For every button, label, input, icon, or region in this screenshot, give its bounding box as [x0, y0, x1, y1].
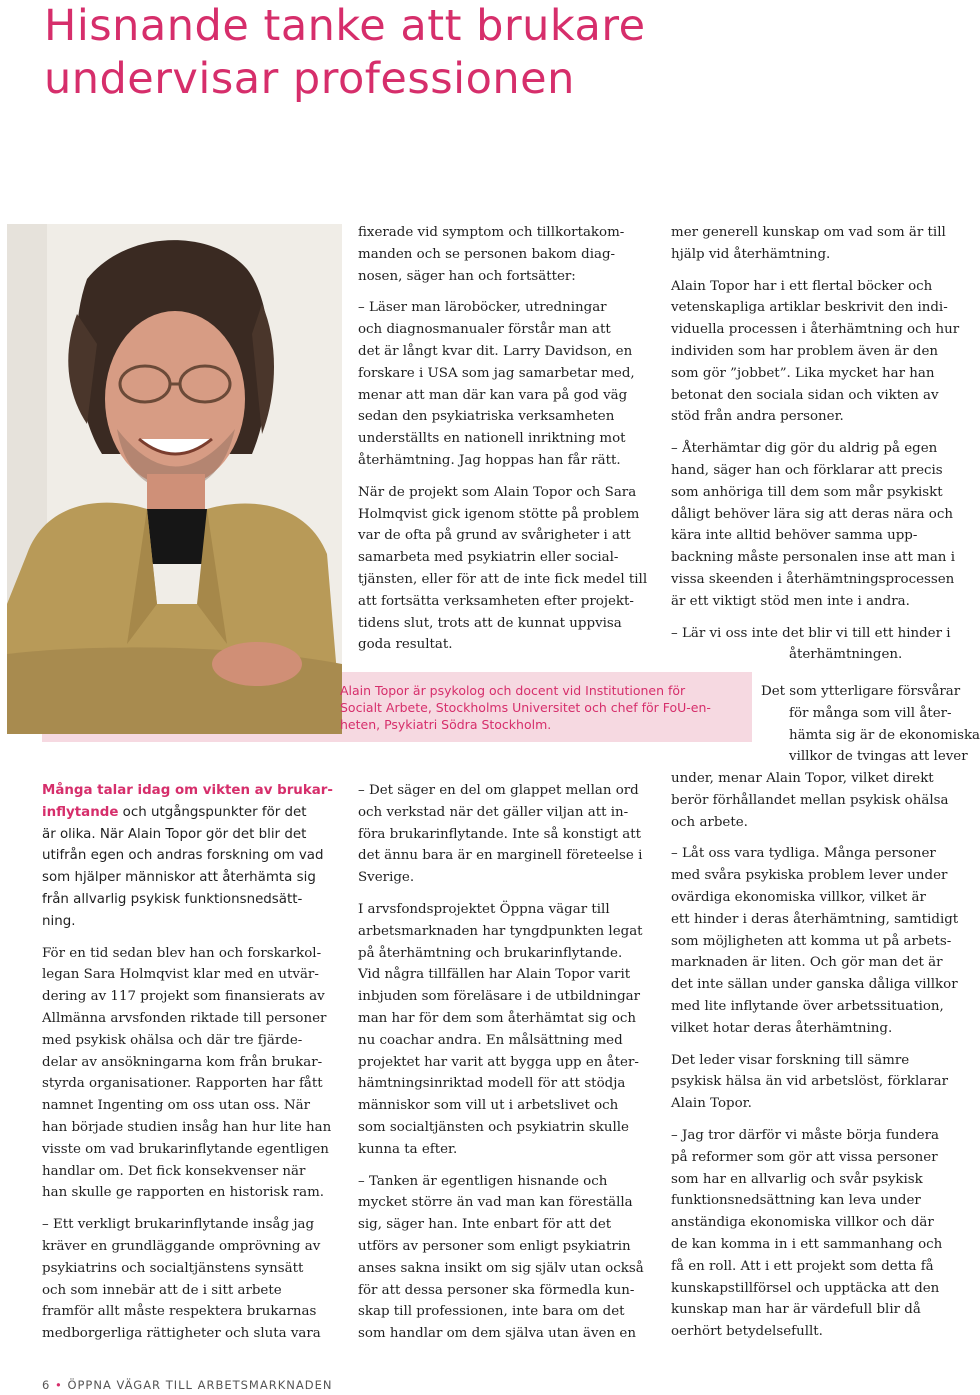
body-line: inbjuden som föreläsare i de utbildningar	[358, 989, 641, 1005]
body-line: mycket större än vad man kan föreställa	[358, 1195, 633, 1211]
body-line: När de projekt som Alain Topor och Sara	[358, 484, 637, 500]
body-line: – Det säger en del om glappet mellan ord	[358, 783, 639, 798]
body-line: stöd från andra personer.	[671, 409, 844, 425]
page-footer	[42, 1378, 332, 1392]
body-line: – Lär vi oss inte det blir vi till ett hinder i	[671, 625, 951, 641]
body-line: dåligt behöver lära sig att deras nära och	[671, 506, 953, 522]
body-line: I arvsfondsprojektet Öppna vägar till	[358, 901, 610, 917]
body-line: människor som vill ut i arbetslivet och	[358, 1098, 619, 1114]
body-line: Alain Topor.	[671, 1096, 752, 1112]
body-line: han skulle ge rapporten en historisk ram.	[42, 1185, 325, 1201]
body-line: anses sakna insikt om sig själv utan också	[358, 1260, 644, 1276]
body-line: som socialtjänsten och psykiatrin skulle	[358, 1119, 629, 1135]
body-line: projektet har varit att bygga upp en åter-	[358, 1054, 639, 1070]
body-line: hjälp vid återhämtning.	[671, 246, 831, 262]
body-line: Alain Topor har i ett flertal böcker och	[671, 278, 933, 294]
body-line: kunskapstillförsel och upptäcka att den	[671, 1280, 940, 1296]
body-line: få en roll. Att i ett projekt som detta få	[671, 1258, 934, 1274]
lead-text-line: är olika. När Alain Topor gör det blir det	[42, 826, 307, 842]
body-line: fixerade vid symptom och tillkortakom-	[358, 225, 625, 240]
lead-text-line: utifrån egen och andras forskning om vad	[42, 848, 324, 864]
lead-bold: inflytande	[42, 804, 119, 820]
column-1	[42, 780, 342, 1345]
body-line: – Återhämtar dig gör du aldrig på egen	[671, 441, 938, 457]
body-line: betonat den sociala sidan och vikten av	[671, 387, 939, 403]
column-2-top	[358, 222, 658, 656]
lead-text-line: som hjälper människor att återhämta sig	[42, 870, 316, 886]
body-line: mer generell kunskap om vad som är till	[671, 225, 946, 240]
body-line: villkor de tvingas att lever	[789, 749, 968, 765]
caption-line: Socialt Arbete, Stockholms Universitet och chef för FoU-en-	[340, 700, 711, 715]
body-line: man har för dem som återhämtat sig och	[358, 1010, 637, 1026]
body-line: sig, säger han. Inte enbart för att det	[358, 1217, 612, 1233]
body-line: Holmqvist gick igenom stötte på problem	[358, 506, 640, 522]
body-line: det är långt kvar dit. Larry Davidson, en	[358, 343, 633, 359]
body-line: underställts en nationell inriktning mot	[358, 431, 626, 447]
body-line: psykisk hälsa än vid arbetslöst, förklarar	[671, 1074, 949, 1090]
body-line: dering av 117 projekt som finansierats av	[42, 989, 325, 1005]
body-line: är ett viktigt stöd men inte i andra.	[671, 593, 910, 609]
page-number: 6	[42, 1378, 51, 1392]
body-line: För en tid sedan blev han och forskarkol-	[42, 945, 322, 961]
lead-text-line: från allvarlig psykisk funktionsnedsätt-	[42, 891, 303, 907]
body-line: handlar om. Det fick konsekvenser när	[42, 1163, 306, 1179]
body-line: backning måste personalen inse att man i	[671, 550, 955, 566]
body-line: som möjligheten att komma ut på arbets-	[671, 933, 952, 949]
article-title	[44, 0, 924, 106]
body-line: psykiatrins och socialtjänstens synsätt	[42, 1260, 304, 1276]
body-line: och som innebär att de i sitt arbete	[42, 1282, 282, 1298]
body-line: styrda organisationer. Rapporten har fått	[42, 1076, 323, 1092]
body-line: framför allt måste respektera brukarnas	[42, 1304, 317, 1320]
body-line: ett hinder i deras återhämtning, samtidigt	[671, 911, 959, 927]
body-line: kräver en grundläggande omprövning av	[42, 1238, 321, 1254]
caption-line: Alain Topor är psykolog och docent vid Institutionen för	[340, 683, 686, 698]
body-line: menar att man där kan vara på god väg	[358, 387, 628, 403]
body-line: som gör ”jobbet”. Lika mycket har han	[671, 365, 935, 381]
body-line: var de ofta på grund av svårigheter i att	[358, 528, 631, 544]
body-line: vilket hotar deras återhämtning.	[671, 1020, 893, 1036]
footer-bullet: •	[54, 1378, 63, 1392]
body-line: Det leder visar forskning till sämre	[671, 1052, 910, 1068]
body-line: tidens slut, trots att de kunnat uppvisa	[358, 615, 622, 631]
body-line: med svåra psykiska problem lever under	[671, 868, 948, 884]
body-line: att fortsätta verksamheten efter projekt-	[358, 593, 634, 609]
body-line: kunna ta efter.	[358, 1141, 458, 1157]
body-line: Allmänna arvsfonden riktade till personer	[42, 1010, 327, 1026]
body-line: det inte sällan under ganska dåliga villkor	[671, 977, 958, 993]
lead-line-2	[42, 802, 342, 824]
body-line: legan Sara Holmqvist klar med en utvär-	[42, 967, 319, 983]
body-line: – Låt oss vara tydliga. Många personer	[671, 846, 936, 862]
body-line: nosen, säger han och fortsätter:	[358, 268, 576, 284]
body-line: på reformer som gör att vissa personer	[671, 1149, 938, 1165]
body-line: föra brukarinflytande. Inte så konstigt att	[358, 826, 642, 842]
body-line: – Läser man läroböcker, utredningar	[358, 300, 607, 316]
column-3-bottom	[671, 768, 959, 1343]
body-line: som har en allvarlig och svår psykisk	[671, 1171, 923, 1187]
body-line: för att dessa personer ska förmedla kun-	[358, 1282, 635, 1298]
body-line: goda resultat.	[358, 637, 453, 653]
body-line: Vid några tillfällen har Alain Topor varit	[358, 967, 631, 983]
body-line: under, menar Alain Topor, vilket direkt	[671, 771, 934, 786]
column-2-bottom	[358, 780, 658, 1345]
body-line: skap till professionen, inte bara om det	[358, 1304, 625, 1320]
portrait-illustration	[7, 224, 342, 734]
body-line: och arbete.	[671, 814, 748, 830]
body-line: Det som ytterligare försvårar	[761, 684, 961, 699]
body-line: ovärdiga ekonomiska villkor, vilket är	[671, 889, 926, 905]
body-line: och verkstad när det gäller viljan att in-	[358, 804, 629, 820]
body-line: vetenskapliga artiklar beskrivit den indi-	[671, 300, 948, 316]
title-line-2: undervisar professionen	[44, 54, 575, 104]
body-line: delar av ansökningarna kom från brukar-	[42, 1054, 323, 1070]
body-line: återhämtning. Jag hoppas han får rätt.	[358, 452, 621, 468]
body-line: han började studien insåg han hur lite han	[42, 1119, 332, 1135]
body-line: vissa skeenden i återhämtningsprocessen	[671, 571, 955, 587]
body-line: kunskap man har är värdefull blir då	[671, 1302, 921, 1318]
body-line: och diagnosmanualer förstår man att	[358, 322, 611, 338]
body-line: viduella processen i återhämtning och hur	[671, 322, 960, 338]
body-line: med psykisk ohälsa och där tre fjärde-	[42, 1032, 303, 1048]
body-line: berör förhållandet mellan psykisk ohälsa	[671, 792, 949, 808]
body-line: som handlar om dem själva utan även en	[358, 1326, 636, 1342]
body-line: – Tanken är egentligen hisnande och	[358, 1173, 608, 1189]
lead-text: och utgångspunkter för det	[118, 804, 307, 820]
body-line: medborgerliga rättigheter och sluta vara	[42, 1326, 321, 1342]
body-line: på återhämtning och brukarinflytande.	[358, 945, 623, 961]
body-line: Sverige.	[358, 870, 415, 886]
body-line: utförs av personer som enligt psykiatrin	[358, 1238, 631, 1254]
lead-text-line: ning.	[42, 913, 76, 929]
caption-line: heten, Psykiatri Södra Stockholm.	[340, 717, 552, 732]
body-line: kära inte alltid behöver samma upp-	[671, 528, 918, 544]
body-line: nu coachar andra. En målsättning med	[358, 1032, 623, 1048]
body-line: för många som vill åter-	[789, 705, 952, 721]
body-line: namnet Ingenting om oss utan oss. När	[42, 1098, 311, 1114]
column-3-top	[671, 222, 960, 666]
body-line: de kan komma in i ett sammanhang och	[671, 1236, 943, 1252]
body-line: – Jag tror därför vi måste börja fundera	[671, 1127, 939, 1143]
body-line: anständiga ekonomiska villkor och där	[671, 1215, 934, 1231]
body-line: funktionsnedsättning kan leva under	[671, 1193, 921, 1209]
lead-bold: Många talar idag om vikten av brukar-	[42, 783, 333, 798]
body-line: hämtningsinriktad modell för att stödja	[358, 1076, 626, 1092]
body-line: individen som har problem även är den	[671, 343, 939, 359]
body-line: det ännu bara är en marginell företeelse i	[358, 848, 643, 864]
body-line: med lite inflytande över arbetssituation,	[671, 998, 944, 1014]
body-line: oerhört betydelsefullt.	[671, 1324, 823, 1340]
body-line: som anhöriga till dem som mår psykiskt	[671, 484, 943, 500]
body-line: samarbeta med psykiatrin eller social-	[358, 550, 619, 566]
section-name: ÖPPNA VÄGAR TILL ARBETSMARKNADEN	[67, 1378, 333, 1392]
title-line-1: Hisnande tanke att brukare	[44, 1, 646, 51]
body-line: – Ett verkligt brukarinflytande insåg jag	[42, 1217, 315, 1233]
body-line: hand, säger han och förklarar att precis	[671, 462, 943, 478]
body-line: forskare i USA som jag samarbetar med,	[358, 365, 635, 381]
body-line: manden och se personen bakom diag-	[358, 246, 616, 262]
body-line: återhämtningen.	[789, 647, 903, 663]
body-line: tjänsten, eller för att de inte fick medel till	[358, 571, 648, 587]
body-line: arbetsmarknaden har tyngdpunkten legat	[358, 923, 643, 939]
body-line: visste om vad brukarinflytande egentligen	[42, 1141, 329, 1157]
body-line: hämta sig är de ekonomiska	[789, 727, 980, 743]
body-line: marknaden är liten. Och gör man det är	[671, 955, 943, 971]
body-line: sedan den psykiatriska verksamheten	[358, 409, 615, 425]
column-3-wrap	[671, 681, 980, 768]
lead-line-1	[42, 780, 342, 802]
portrait-photo	[7, 224, 342, 734]
